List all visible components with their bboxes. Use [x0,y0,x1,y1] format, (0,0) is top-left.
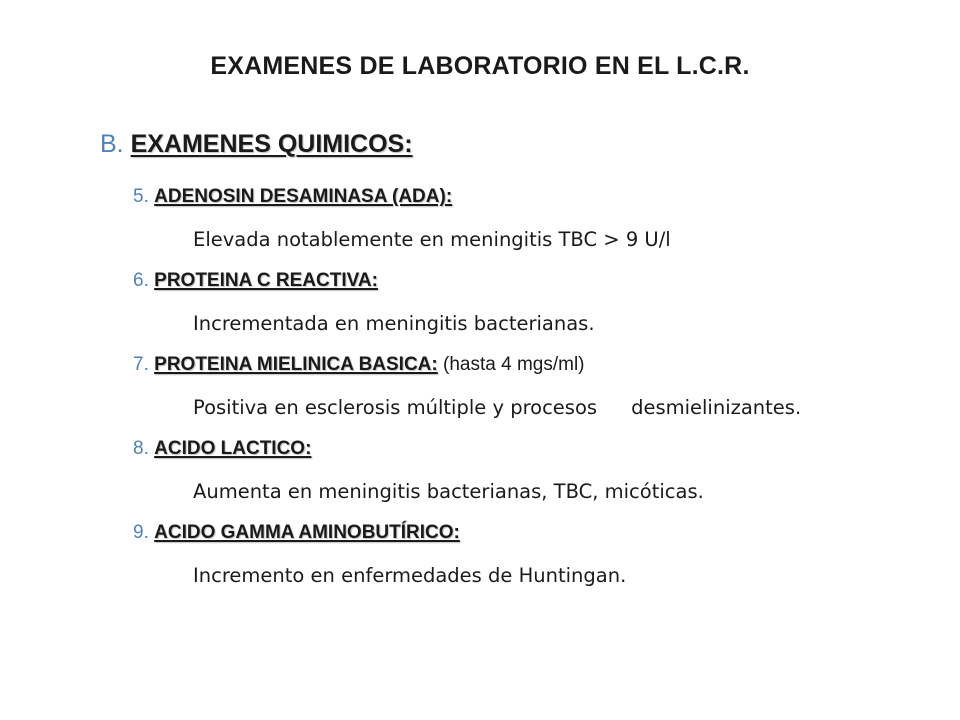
item-note: (hasta 4 mgs/ml) [443,354,585,375]
list-item-heading [133,438,311,460]
list-item-heading [133,354,585,376]
item-number: 7. [133,354,149,375]
description-part-1: Positiva en esclerosis múltiple y procesos [193,396,598,419]
item-label: ACIDO LACTICO: [154,438,312,459]
list-item-description: Incrementada en meningitis bacterianas. [193,312,595,335]
item-label: PROTEINA MIELINICA BASICA: [154,354,438,375]
list-item-description [193,396,801,419]
list-item-heading [133,522,460,544]
item-number: 9. [133,522,149,543]
list-item-heading [133,186,452,208]
list-item-description: Aumenta en meningitis bacterianas, TBC, micóticas. [193,480,704,503]
item-number: 8. [133,438,149,459]
item-number: 5. [133,186,149,207]
item-label: ACIDO GAMMA AMINOBUTÍRICO: [154,522,460,543]
item-label: ADENOSIN DESAMINASA (ADA): [154,186,453,207]
list-item-heading [133,270,378,292]
description-part-2: desmielinizantes. [631,396,802,419]
list-item-description: Incremento en enfermedades de Huntingan. [193,564,627,587]
item-number: 6. [133,270,149,291]
section-label: EXAMENES QUIMICOS: [130,130,413,158]
list-item-description: Elevada notablemente en meningitis TBC > 9 U/l [193,228,671,251]
section-heading [100,130,413,159]
item-label: PROTEINA C REACTIVA: [154,270,378,291]
section-number: B. [100,130,124,158]
page-title: EXAMENES DE LABORATORIO EN EL L.C.R. [210,52,750,80]
